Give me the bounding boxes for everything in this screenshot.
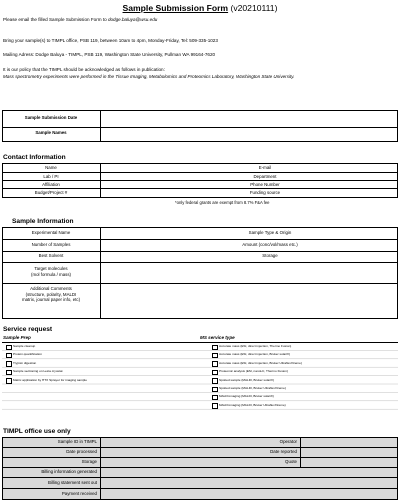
payment-received-label: Payment received (61, 491, 97, 496)
prep-item-label: Matrix application by HTX Sprayer for imaging sample (13, 377, 87, 382)
ms-checkbox[interactable] (212, 370, 218, 376)
prep-item-label: Sample sectioning on Leica cryostat (13, 369, 63, 374)
mailing-address: Mailing Adress: Dodge Baluya - TIMPL, PSB 119, Washington State University, Pullman WA 99164-7620 (3, 52, 216, 57)
sample-type-label: Sample Type & Origin (248, 230, 292, 235)
form-version: (v20210111) (230, 3, 278, 13)
prep-item-label: Protein quantification (13, 352, 42, 357)
prep-item-label: Sample cleanup (13, 344, 36, 348)
contact-lab-label: Lab / PI (43, 174, 59, 179)
best-solvent-label: Best Solvent (38, 253, 64, 258)
contact-phone-label: Phone Number (250, 182, 280, 187)
prep-checkbox[interactable] (6, 353, 12, 359)
quote-label: Quote (285, 459, 297, 464)
number-of-samples-label: Number of Samples (31, 242, 71, 247)
office-use-heading: TIMPL office use only (3, 428, 71, 435)
date-reported-label: Date reported (270, 449, 297, 454)
additional-comments-line3: matrix, journal paper info, etc) (21, 297, 81, 302)
form-title-main: Sample Submission Form (122, 3, 229, 13)
federal-grant-note: *only federal grants are exempt from 8.7% F&A fee (175, 200, 270, 205)
contact-funding-label: Funding source (249, 190, 281, 195)
prep-checkbox[interactable] (6, 378, 12, 384)
service-request-heading: Service request (3, 326, 53, 333)
ms-item-label: Proteomic analysis (ESI, nanoLC, Thermo Fusion) (219, 369, 288, 374)
sample-names-field[interactable] (101, 128, 397, 141)
ms-item-label: MALDI-imaging (MALDI, Bruker UltraflexXtreme) (219, 402, 286, 407)
ms-checkbox[interactable] (212, 353, 218, 359)
billing-info-label: Billing information generated (41, 469, 97, 474)
experimental-name-label: Experimental Name (31, 230, 71, 235)
ms-item-label: MALDI-imaging (MALDI, Bruker solariX) (219, 394, 274, 399)
additional-comments-line1: Additional Comments (30, 286, 72, 291)
submission-date-field[interactable] (101, 111, 397, 127)
submission-date-label: Sample Submission Date (24, 115, 78, 120)
sample-names-label: Sample Names (35, 130, 67, 135)
acknowledgement-policy: It is our policy that the TIMPL should be acknowledged as follows in publication: (3, 67, 165, 72)
target-molecules-line2: (mol formula / mass) (30, 271, 71, 277)
sample-info-heading: Sample Information (12, 218, 74, 225)
prep-checkbox[interactable] (6, 370, 12, 376)
ms-checkbox[interactable] (212, 403, 218, 409)
additional-comments-line2: (structure, polarity, MALDI (25, 291, 77, 297)
billing-statement-label: Billing statement sent out (47, 480, 97, 485)
ms-item-label: Accurate mass (ESI, direct injection, Bruker solariX) (219, 352, 291, 357)
email-instruction-text: Please email the filled Sample Submission Form to (3, 17, 108, 22)
sample-prep-heading: Sample Prep (3, 335, 31, 340)
target-molecules-label (2, 266, 100, 277)
date-processed-label: Date processed (66, 449, 97, 454)
additional-comments-label (2, 286, 100, 303)
ms-service-heading: MS service type (200, 335, 235, 340)
contact-email-label: E-mail (258, 165, 272, 170)
ms-checkbox[interactable] (212, 345, 218, 351)
amount-label: Amount (conc/vol/mass etc.) (242, 242, 298, 247)
form-title (0, 3, 400, 13)
prep-checkbox[interactable] (6, 345, 12, 351)
ms-item-label: Spotted sample (MALDI, Bruker solariX) (219, 377, 275, 382)
target-molecules-field[interactable] (101, 263, 397, 283)
ms-checkbox[interactable] (212, 387, 218, 393)
target-molecules-line1: Target molecules (34, 266, 68, 271)
bring-samples-text: Bring your sample(s) to TIMPL office, PSB 119, between 10am to 4pm, Monday-Friday, Tel: 509-335-1023 (3, 38, 218, 43)
storage-label: Storage (262, 253, 278, 258)
prep-item-label: Trypsin digestion (13, 360, 37, 365)
contact-name-label: Name (45, 165, 57, 170)
ms-checkbox[interactable] (212, 378, 218, 384)
ms-item-label: Accurate mass (ESI, direct injection, Thermo Fusion) (219, 344, 292, 348)
operator-label: Operator (279, 439, 297, 444)
ms-checkbox[interactable] (212, 395, 218, 401)
contact-heading: Contact Information (3, 154, 66, 161)
ms-checkbox[interactable] (212, 361, 218, 367)
additional-comments-field[interactable] (101, 284, 397, 318)
email-instruction (3, 17, 157, 23)
ms-item-label: Accurate mass (ESI, direct injection, Bruker UltraflexXtreme) (219, 360, 302, 365)
prep-checkbox[interactable] (6, 361, 12, 367)
contact-budget-label: Budget/Project # (34, 190, 68, 195)
office-storage-label: Storage (81, 459, 97, 464)
sample-id-label: Sample ID in TIMPL (57, 439, 97, 444)
contact-department-label: Department (253, 174, 277, 179)
contact-affiliation-label: Affiliation (42, 182, 60, 187)
email-address[interactable]: dodge.baluya@wsu.edu (107, 17, 158, 22)
acknowledgement-text: Mass spectrometry experiments were performed in the Tissue Imaging, Metabolomics and Proteomics Laboratory, Washington State University. (3, 74, 295, 79)
ms-item-label: Spotted sample (MALDI, Bruker UltraflexXtreme) (219, 386, 286, 390)
